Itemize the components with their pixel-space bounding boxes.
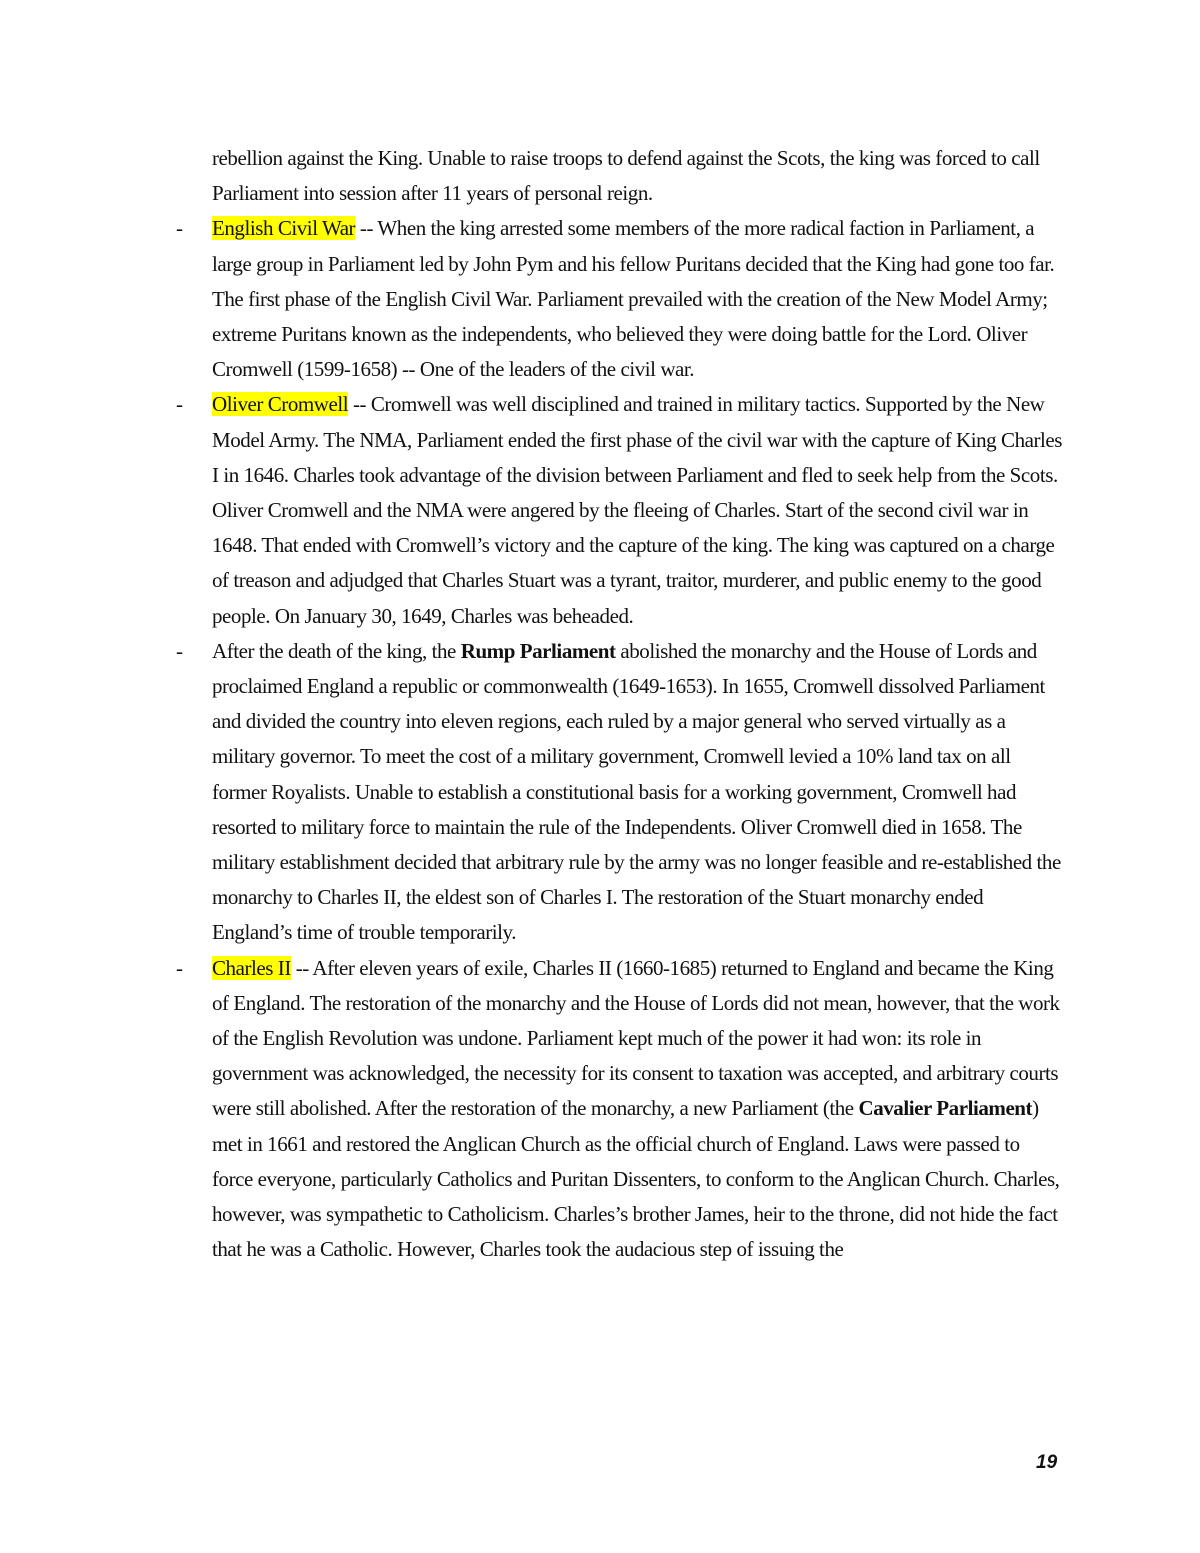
page-number: 19: [1036, 1452, 1058, 1473]
bullet-text-before: After the death of the king, the: [212, 638, 461, 663]
bold-term: Rump Parliament: [460, 638, 616, 663]
bullet-dash: -: [176, 216, 183, 241]
highlight-term: Oliver Cromwell: [212, 392, 349, 417]
bullet-text-before: -- After eleven years of exile, Charles II (1660-1685) returned to England and became the King of England. The restoration of the monarchy and the House of Lords did not mean, however, that the work of the English Revolution was undone. Parliament kept much of the power it had won: its role in government was acknowledged, the necessity for its consent to taxation was accepted, and arbitrary courts were still abolished. After the restoration of the monarchy, a new Parliament (the: [212, 955, 1060, 1121]
intro-text: rebellion against the King. Unable to raise troops to defend against the Scots, the king was forced to call Parliament into session after 11 years of personal reign.: [212, 146, 1040, 206]
bullet-dash: -: [176, 392, 183, 417]
bullet-dash: -: [176, 638, 183, 663]
bullet-rump-parliament: [176, 634, 1062, 951]
bullet-oliver-cromwell: [176, 387, 1063, 633]
bold-term: Cavalier Parliament: [858, 1096, 1033, 1121]
bullet-charles-ii: [176, 951, 1062, 1268]
bullet-text-after: ) met in 1661 and restored the Anglican Church as the official church of England. Laws were passed to force everyone, particularly Catholics and Puritan Dissenters, to conform to the Anglican Church. Charles, however, was sympathetic to Catholicism. Charles’s brother James, heir to the throne, did not hide the fact that he was a Catholic. However, Charles took the audacious step of issuing the: [212, 1096, 1060, 1262]
bullet-dash: -: [176, 955, 183, 980]
bullet-text: -- Cromwell was well disciplined and trained in military tactics. Supported by the New Model Army. The NMA, Parliament ended the first phase of the civil war with the capture of King Charles I in 1646. Charles took advantage of the division between Parliament and fled to seek help from the Scots. Oliver Cromwell and the NMA were angered by the fleeing of Charles. Start of the second civil war in 1648. That ended with Cromwell’s victory and the capture of the king. The king was captured on a charge of treason and adjudged that Charles Stuart was a tyrant, traitor, murderer, and public enemy to the good people. On January 30, 1649, Charles was beheaded.: [212, 392, 1063, 628]
intro-paragraph: [212, 141, 1062, 211]
bullet-text: -- When the king arrested some members of the more radical faction in Parliament, a large group in Parliament led by John Pym and his fellow Puritans decided that the King had gone too far. The first phase of the English Civil War. Parliament prevailed with the creation of the New Model Army; extreme Puritans known as the independents, who believed they were doing battle for the Lord. Oliver Cromwell (1599-1658) -- One of the leaders of the civil war.: [212, 216, 1055, 382]
highlight-term: Charles II: [212, 955, 291, 980]
bullet-text-after: abolished the monarchy and the House of Lords and proclaimed England a republic or commonwealth (1649-1653). In 1655, Cromwell dissolved Parliament and divided the country into eleven regions, each ruled by a major general who served virtually as a military governor. To meet the cost of a military government, Cromwell levied a 10% land tax on all former Royalists. Unable to establish a constitutional basis for a working government, Cromwell had resorted to military force to maintain the rule of the Independents. Oliver Cromwell died in 1658. The military establishment decided that arbitrary rule by the army was no longer feasible and re-established the monarchy to Charles II, the eldest son of Charles I. The restoration of the Stuart monarchy ended England’s time of trouble temporarily.: [212, 638, 1061, 945]
document-body: [176, 141, 1063, 1268]
bullet-english-civil-war: [176, 211, 1062, 387]
highlight-term: English Civil War: [212, 216, 356, 241]
